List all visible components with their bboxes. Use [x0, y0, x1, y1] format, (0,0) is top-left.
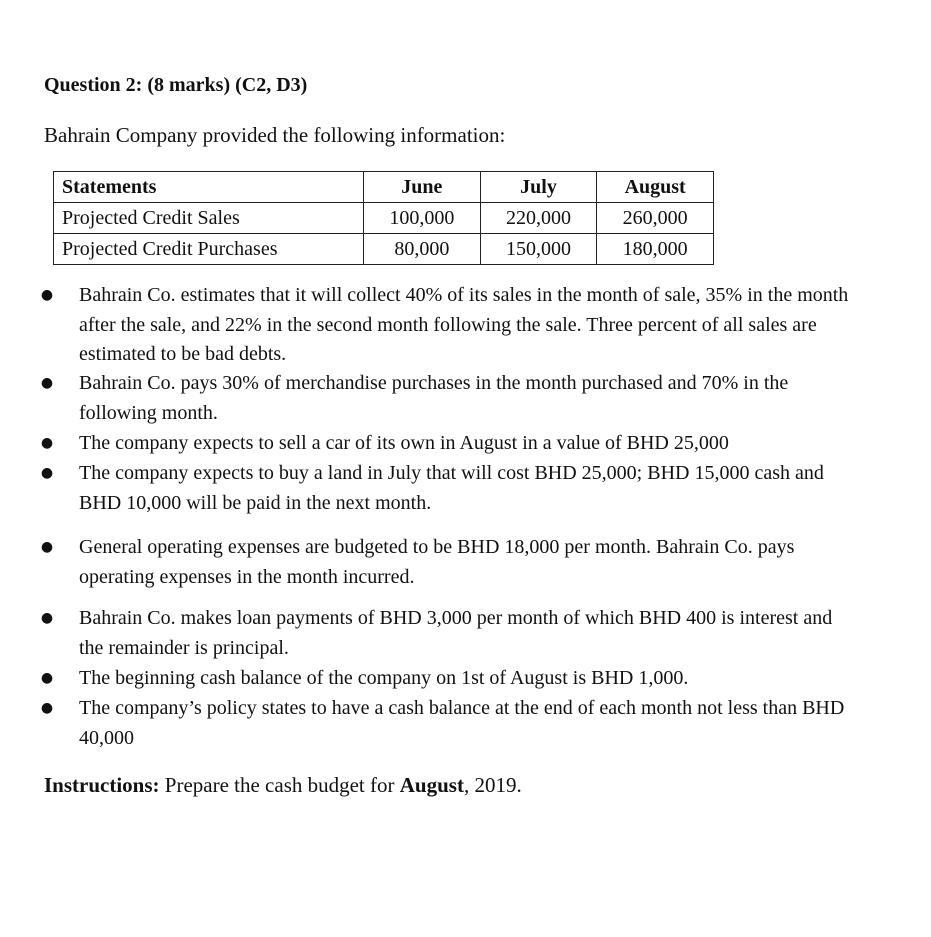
cell-june: 100,000 — [364, 203, 481, 234]
instructions-text: Prepare the cash budget for — [159, 773, 400, 797]
question-heading: Question 2: (8 marks) (C2, D3) — [44, 74, 308, 96]
instructions-label: Instructions: — [44, 773, 160, 797]
list-item-text: Bahrain Co. pays 30% of merchandise purchases in the month purchased and 70% in the following month. — [79, 372, 789, 424]
list-item-text: General operating expenses are budgeted to be BHD 18,000 per month. Bahrain Co. pays operating expenses in the month incurred. — [79, 536, 795, 588]
header-june: June — [364, 172, 481, 203]
bullet-icon: ● — [40, 700, 54, 716]
cell-june: 80,000 — [364, 234, 481, 265]
bullet-icon: ● — [40, 287, 54, 303]
cell-july: 220,000 — [480, 203, 597, 234]
cell-august: 260,000 — [597, 203, 714, 234]
list-item-text: The company expects to buy a land in July that will cost BHD 25,000; BHD 15,000 cash and BHD 10,000 will be paid in the next month. — [79, 462, 824, 514]
cell-august: 180,000 — [597, 234, 714, 265]
list-item-text: Bahrain Co. makes loan payments of BHD 3,000 per month of which BHD 400 is interest and the remainder is principal. — [79, 607, 833, 659]
header-july: July — [480, 172, 597, 203]
cell-july: 150,000 — [480, 234, 597, 265]
header-statements: Statements — [54, 172, 364, 203]
list-item-text: The beginning cash balance of the company on 1st of August is BHD 1,000. — [79, 667, 689, 689]
row-label: Projected Credit Purchases — [54, 234, 364, 265]
list-item-text: Bahrain Co. estimates that it will collect 40% of its sales in the month of sale, 35% in the month after the sale, and 22% in the second month following the sale. Three percent of all sales are estimated to be bad debts. — [79, 284, 849, 365]
bullet-icon: ● — [40, 670, 54, 686]
instructions-month: August — [399, 773, 464, 797]
list-item-text: The company expects to sell a car of its own in August in a value of BHD 25,000 — [79, 432, 729, 454]
bullet-icon: ● — [40, 465, 54, 481]
list-item-text: The company’s policy states to have a cash balance at the end of each month not less than BHD 40,000 — [79, 697, 845, 749]
table-row — [54, 203, 714, 234]
row-label: Projected Credit Sales — [54, 203, 364, 234]
projections-table — [53, 171, 714, 265]
table-header-row — [54, 172, 714, 203]
bullet-icon: ● — [40, 435, 54, 451]
instructions — [44, 773, 522, 798]
bullet-icon: ● — [40, 610, 54, 626]
header-august: August — [597, 172, 714, 203]
intro-text: Bahrain Company provided the following information: — [44, 123, 506, 147]
bullet-icon: ● — [40, 375, 54, 391]
instructions-year: , 2019. — [463, 773, 522, 797]
table-row — [54, 234, 714, 265]
bullet-icon: ● — [40, 539, 54, 555]
